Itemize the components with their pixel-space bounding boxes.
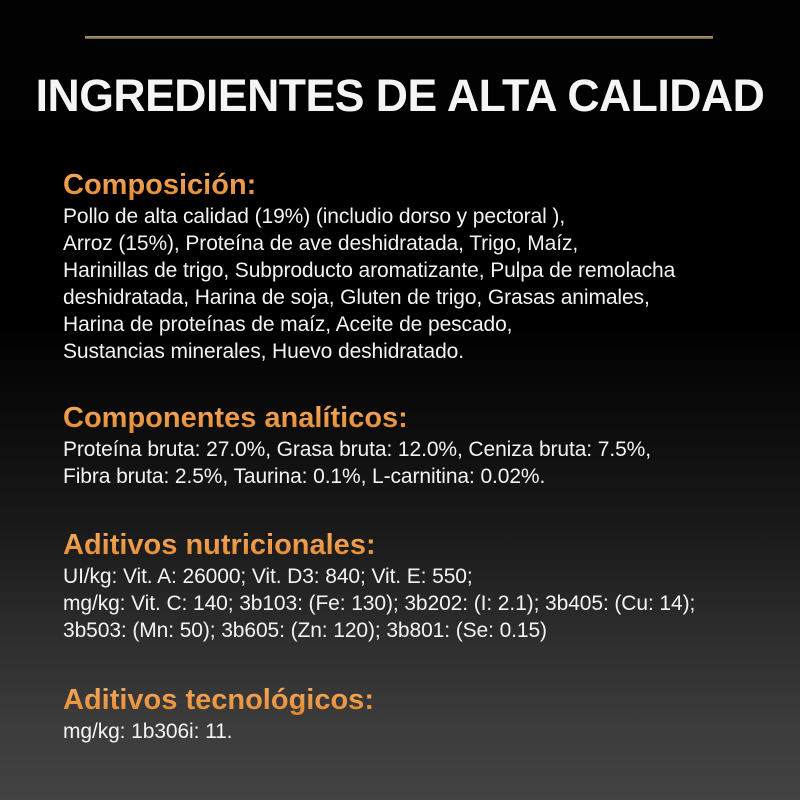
- ingredient-line: Sustancias minerales, Huevo deshidratado.: [63, 340, 464, 363]
- ingredient-line: Pollo de alta calidad (19%) (includio dorso y pectoral ),: [63, 205, 566, 228]
- section-heading-nutricionales: Aditivos nutricionales:: [63, 530, 763, 560]
- section-tecnologicos: [63, 685, 763, 745]
- section-analiticos: [63, 403, 763, 490]
- ingredient-line: Harina de proteínas de maíz, Aceite de pescado,: [63, 313, 513, 336]
- gold-divider-line: [85, 36, 713, 39]
- section-heading-composicion: Composición:: [63, 170, 763, 200]
- ingredient-line: Arroz (15%), Proteína de ave deshidratada, Trigo, Maíz,: [63, 232, 579, 255]
- analytic-line: Fibra bruta: 2.5%, Taurina: 0.1%, L-carnitina: 0.02%.: [63, 465, 546, 488]
- ingredient-line: Harinillas de trigo, Subproducto aromatizante, Pulpa de remolacha: [63, 259, 676, 282]
- additive-line: mg/kg: 1b306i: 11.: [63, 720, 233, 743]
- section-heading-tecnologicos: Aditivos tecnológicos:: [63, 685, 763, 715]
- section-nutricionales: [63, 530, 763, 644]
- page-title: INGREDIENTES DE ALTA CALIDAD: [35, 70, 765, 121]
- additive-line: UI/kg: Vit. A: 26000; Vit. D3: 840; Vit. E: 550;: [63, 565, 473, 588]
- analytic-line: Proteína bruta: 27.0%, Grasa bruta: 12.0%, Ceniza bruta: 7.5%,: [63, 438, 651, 461]
- additive-line: mg/kg: Vit. C: 140; 3b103: (Fe: 130); 3b202: (I: 2.1); 3b405: (Cu: 14);: [63, 592, 696, 615]
- ingredient-line: deshidratada, Harina de soja, Gluten de trigo, Grasas animales,: [63, 286, 650, 309]
- section-heading-analiticos: Componentes analíticos:: [63, 403, 763, 433]
- section-composicion: [63, 170, 763, 365]
- additive-line: 3b503: (Mn: 50); 3b605: (Zn: 120); 3b801: (Se: 0.15): [63, 619, 547, 642]
